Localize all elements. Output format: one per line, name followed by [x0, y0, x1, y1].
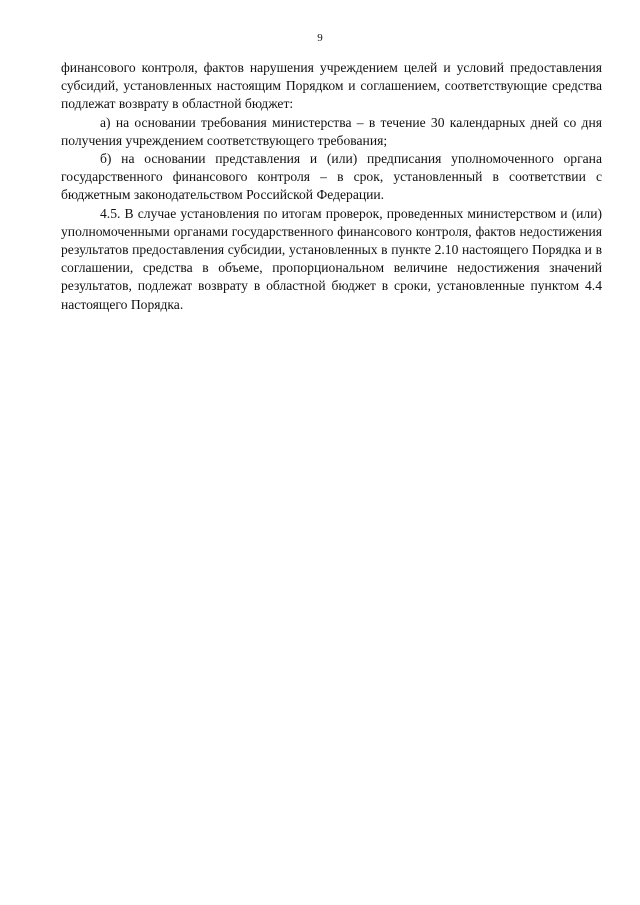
- page-number: 9: [317, 32, 323, 44]
- paragraph-continuation: финансового контроля, фактов нарушения учреждением целей и условий предоставления субсидий, установленных настоящим Порядком и соглашением, соответствующие средства подлежат возврату в областной бюджет:: [61, 60, 602, 112]
- paragraph-item-a: а) на основании требования министерства – в течение 30 календарных дней со дня получения учреждением соответствующего требования;: [61, 114, 602, 148]
- document-body: [61, 59, 602, 314]
- paragraph-4-5: 4.5. В случае установления по итогам проверок, проведенных министерством и (или) уполномоченными органами государственного финансового контроля, фактов недостижения результатов предоставления субсидии, установленных в пункте 2.10 настоящего Порядка и в соглашении, средства в объеме, пропорциональном величине недостижения значений результатов, подлежат возврату в областной бюджет в сроки, установленные пунктом 4.4 настоящего Порядка.: [61, 205, 602, 312]
- paragraph-item-b: б) на основании представления и (или) предписания уполномоченного органа государственного финансового контроля – в срок, установленный в соответствии с бюджетным законодательством Российской Федерации.: [61, 151, 602, 203]
